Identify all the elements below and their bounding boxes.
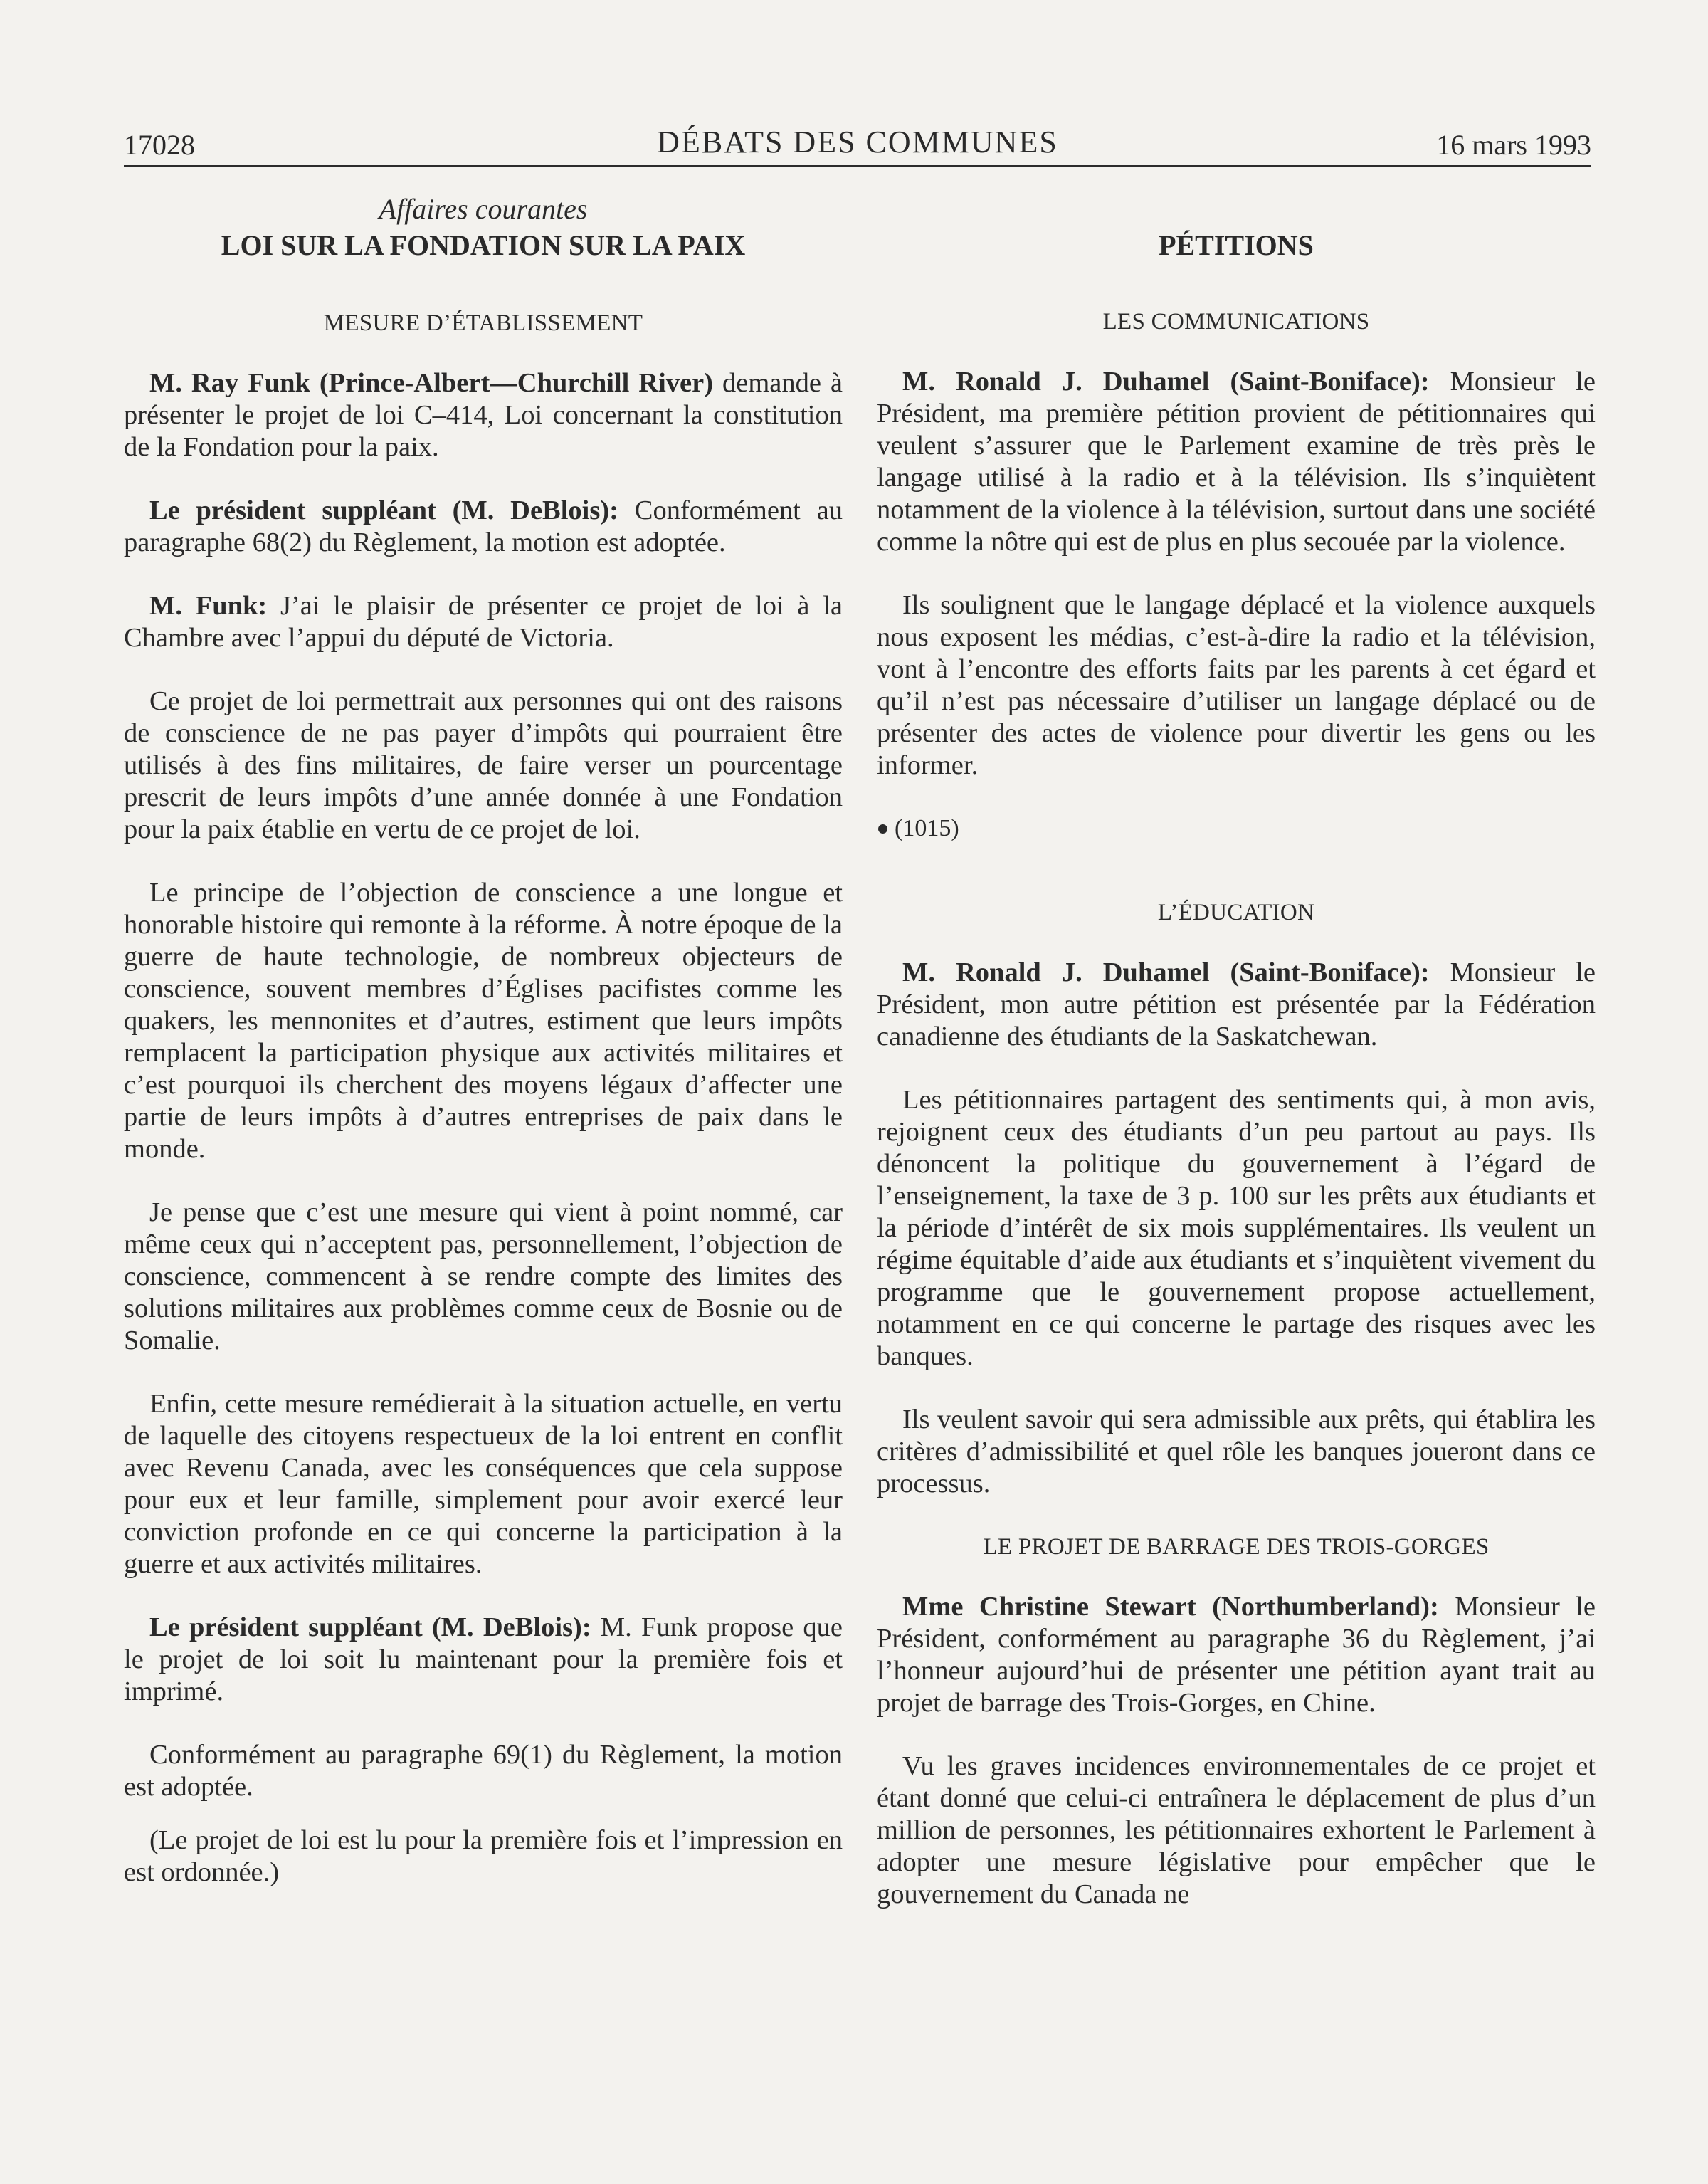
section-subheading: LES COMMUNICATIONS	[1102, 309, 1370, 335]
paragraph-text: demande à présenter le projet de loi C–414, Loi concernant la constitution de la Fondation pour la paix.	[124, 368, 843, 462]
bullet-icon	[878, 824, 887, 834]
paragraph-text: Monsieur le Président, mon autre pétition est présentée par la Fédération canadienne des étudiants de la Saskatchewan.	[877, 957, 1596, 1051]
publication-title: DÉBATS DES COMMUNES	[657, 125, 1058, 159]
page-header	[124, 121, 1591, 167]
speaker-name: Mme Christine Stewart (Northumberland):	[902, 1592, 1439, 1622]
paragraph: Vu les graves incidences environnementales de ce projet et étant donné que celui-ci entraînera le déplacement de plus d’un million de personnes, les pétitionnaires exhortent le Parlement à adopter une mesure législative pour empêcher que le gouvernement du Canada ne	[877, 1751, 1596, 1909]
paragraph: Le principe de l’objection de conscience a une longue et honorable histoire qui remonte à la réforme. À notre époque de la guerre de haute technologie, de nombreux objecteurs de conscience, souvent membres d’Églises pacifistes comme les quakers, les mennonites et d’autres, estiment que leurs impôts remplacent la participation physique aux activités militaires et c’est pourquoi ils cherchent des moyens légaux d’affecter une partie de leurs impôts à d’autres entreprises de paix dans le monde.	[124, 878, 843, 1164]
speaker-name: M. Ray Funk (Prince-Albert—Churchill River)	[149, 368, 714, 398]
paragraph	[124, 590, 843, 654]
paragraph-text: Monsieur le Président, ma première pétition provient de pétitionnaires qui veulent s’assurer que le Parlement examine de très près le langage utilisé à la radio et à la télévision. Ils s’inquiètent notamment de la violence à la télévision, surtout dans une société comme la nôtre qui est de plus en plus secouée par la violence.	[877, 367, 1596, 557]
paragraph: Enfin, cette mesure remédierait à la situation actuelle, en vertu de laquelle des citoyens respectueux de la loi entrent en conflit avec Revenu Canada, avec les conséquences que cela suppose pour eux et leur famille, simplement pour avoir exercé leur conviction profonde en ce qui concerne la participation à la guerre et aux activités militaires.	[124, 1389, 843, 1579]
page-date: 16 mars 1993	[1436, 129, 1591, 161]
paragraph: (Le projet de loi est lu pour la première fois et l’impression en est ordonnée.)	[124, 1825, 843, 1887]
section-subheading: MESURE D’ÉTABLISSEMENT	[323, 310, 643, 336]
paragraph: Je pense que c’est une mesure qui vient à point nommé, car même ceux qui n’acceptent pas, personnellement, l’objection de conscience, commencent à se rendre compte des limites des solutions militaires aux problèmes comme ceux de Bosnie ou de Somalie.	[124, 1197, 843, 1355]
paragraph: Ce projet de loi permettrait aux personnes qui ont des raisons de conscience de ne pas payer d’impôts qui pourraient être utilisés à des fins militaires, de faire verser un pourcentage prescrit de leurs impôts d’une année donnée à une Fondation pour la paix établie en vertu de ce projet de loi.	[124, 686, 843, 844]
paragraph	[124, 495, 843, 559]
section-heading: LOI SUR LA FONDATION SUR LA PAIX	[221, 229, 746, 261]
paragraph-text: M. Funk propose que le projet de loi soit lu maintenant pour la première fois et imprimé.	[124, 1612, 843, 1706]
paragraph: Ils soulignent que le langage déplacé et la violence auxquels nous exposent les médias, c’est-à-dire la radio et la télévision, vont à l’encontre des efforts faits par les parents à cet égard et qu’il n’est pas nécessaire d’utiliser un langage déplacé ou de présenter des actes de violence pour divertir les gens ou les informer.	[877, 590, 1596, 780]
paragraph	[124, 367, 843, 463]
paragraph	[877, 1591, 1596, 1719]
speaker-name: M. Ronald J. Duhamel (Saint-Boniface):	[902, 957, 1430, 987]
section-kicker: Affaires courantes	[379, 193, 588, 225]
speaker-name: M. Funk:	[149, 591, 268, 621]
paragraph: Ils veulent savoir qui sera admissible aux prêts, qui établira les critères d’admissibilité et quel rôle les banques joueront dans ce processus.	[877, 1405, 1596, 1498]
paragraph: Conformément au paragraphe 69(1) du Règlement, la motion est adoptée.	[124, 1740, 843, 1802]
section-heading: PÉTITIONS	[1159, 229, 1314, 261]
paragraph-text: J’ai le plaisir de présenter ce projet de loi à la Chambre avec l’appui du député de Victoria.	[124, 591, 843, 653]
paragraph	[124, 1612, 843, 1708]
page-number: 17028	[124, 129, 195, 161]
speaker-name: Le président suppléant (M. DeBlois):	[149, 1612, 591, 1642]
right-column	[877, 192, 1596, 1911]
left-column	[124, 192, 843, 1889]
paragraph	[877, 957, 1596, 1053]
time-marker	[877, 813, 1596, 844]
paragraph: Les pétitionnaires partagent des sentiments qui, à mon avis, rejoignent ceux des étudiants d’un peu partout au pays. Ils dénoncent la politique du gouvernement à l’égard de l’enseignement, la taxe de 3 p. 100 sur les prêts aux étudiants et la période d’intérêt de six mois supplémentaires. Ils veulent un régime équitable d’aide aux étudiants et s’inquiètent vivement du programme que le gouvernement propose actuellement, notamment en ce qui concerne le partage des risques avec les banques.	[877, 1085, 1596, 1371]
section-subheading: LE PROJET DE BARRAGE DES TROIS-GORGES	[983, 1534, 1490, 1560]
section-subheading: L’ÉDUCATION	[1157, 900, 1315, 925]
time-marker-text: (1015)	[895, 815, 959, 841]
paragraph-text: Conformément au paragraphe 68(2) du Règlement, la motion est adoptée.	[124, 495, 843, 557]
speaker-name: Le président suppléant (M. DeBlois):	[149, 495, 618, 525]
paragraph-text: Monsieur le Président, conformément au paragraphe 36 du Règlement, j’ai l’honneur aujourd’hui de présenter une pétition ayant trait au projet de barrage des Trois-Gorges, en Chine.	[877, 1592, 1596, 1718]
speaker-name: M. Ronald J. Duhamel (Saint-Boniface):	[902, 367, 1430, 397]
paragraph	[877, 366, 1596, 558]
